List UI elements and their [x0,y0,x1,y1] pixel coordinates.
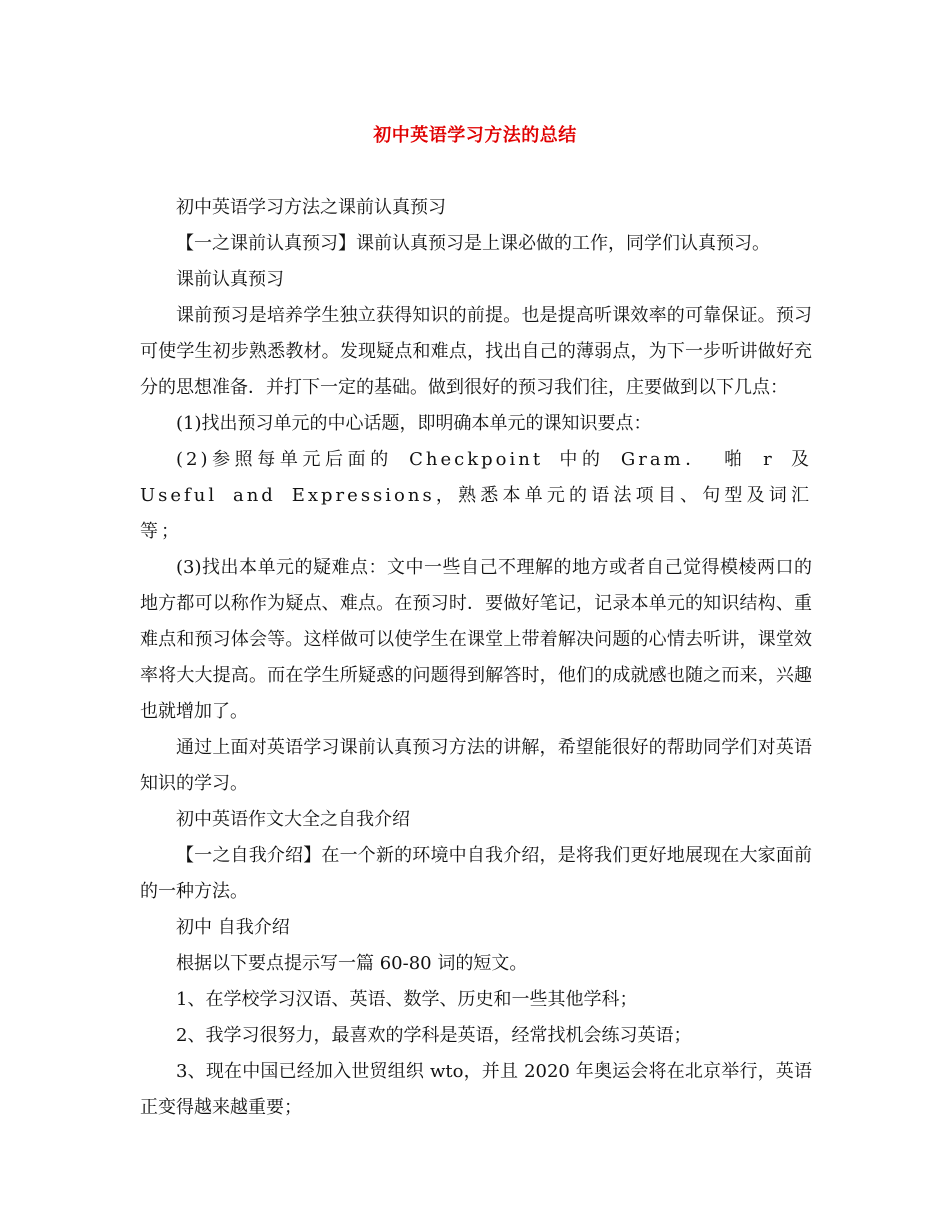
paragraph-13: 1、在学校学习汉语、英语、数学、历史和一些其他学科； [176,989,638,1010]
paragraph-15: 3、现在中国已经加入世贸组织 wto，并且 2020 年奥运会将在北京举行，英语正变得越来越重要； [140,1061,812,1118]
paragraph-2: 【一之课前认真预习】课前认真预习是上课必做的工作，同学们认真预习。 [176,233,770,254]
document-title: 初中英语学习方法的总结 [373,125,577,146]
paragraph-8: 通过上面对英语学习课前认真预习方法的讲解，希望能很好的帮助同学们对英语知识的学习。 [140,737,812,794]
paragraph-11: 初中 自我介绍 [176,917,290,938]
paragraph-4: 课前预习是培养学生独立获得知识的前提。也是提高听课效率的可靠保证。预习可使学生初步熟悉教材。发现疑点和难点，找出自己的薄弱点，为下一步听讲做好充分的思想准备．并打下一定的基础。做到很好的预习我们往，庄要做到以下几点： [140,305,812,398]
paragraph-10: 【一之自我介绍】在一个新的环境中自我介绍，是将我们更好地展现在大家面前的一种方法。 [140,845,812,902]
paragraph-6: (2)参照每单元后面的 Checkpoint 中的 Gram． 啪 r 及 Useful and Expressions，熟悉本单元的语法项目、句型及词汇等； [140,449,812,542]
paragraph-12: 根据以下要点提示写一篇 60-80 词的短文。 [176,953,528,974]
paragraph-5: (1)找出预习单元的中心话题，即明确本单元的课知识要点： [176,413,652,434]
paragraph-3: 课前认真预习 [176,269,284,290]
paragraph-7: (3)找出本单元的疑难点：文中一些自己不理解的地方或者自己觉得模棱两口的地方都可以称作为疑点、难点。在预习时．要做好笔记，记录本单元的知识结构、重难点和预习体会等。这样做可以使学生在课堂上带着解决问题的心情去听讲，课堂效率将大大提高。而在学生所疑惑的问题得到解答时，他们的成就感也随之而来，兴趣也就增加了。 [140,557,812,722]
document-body [140,190,812,1126]
paragraph-14: 2、我学习很努力，最喜欢的学科是英语，经常找机会练习英语； [176,1025,692,1046]
paragraph-1: 初中英语学习方法之课前认真预习 [176,197,446,218]
paragraph-9: 初中英语作文大全之自我介绍 [176,809,410,830]
